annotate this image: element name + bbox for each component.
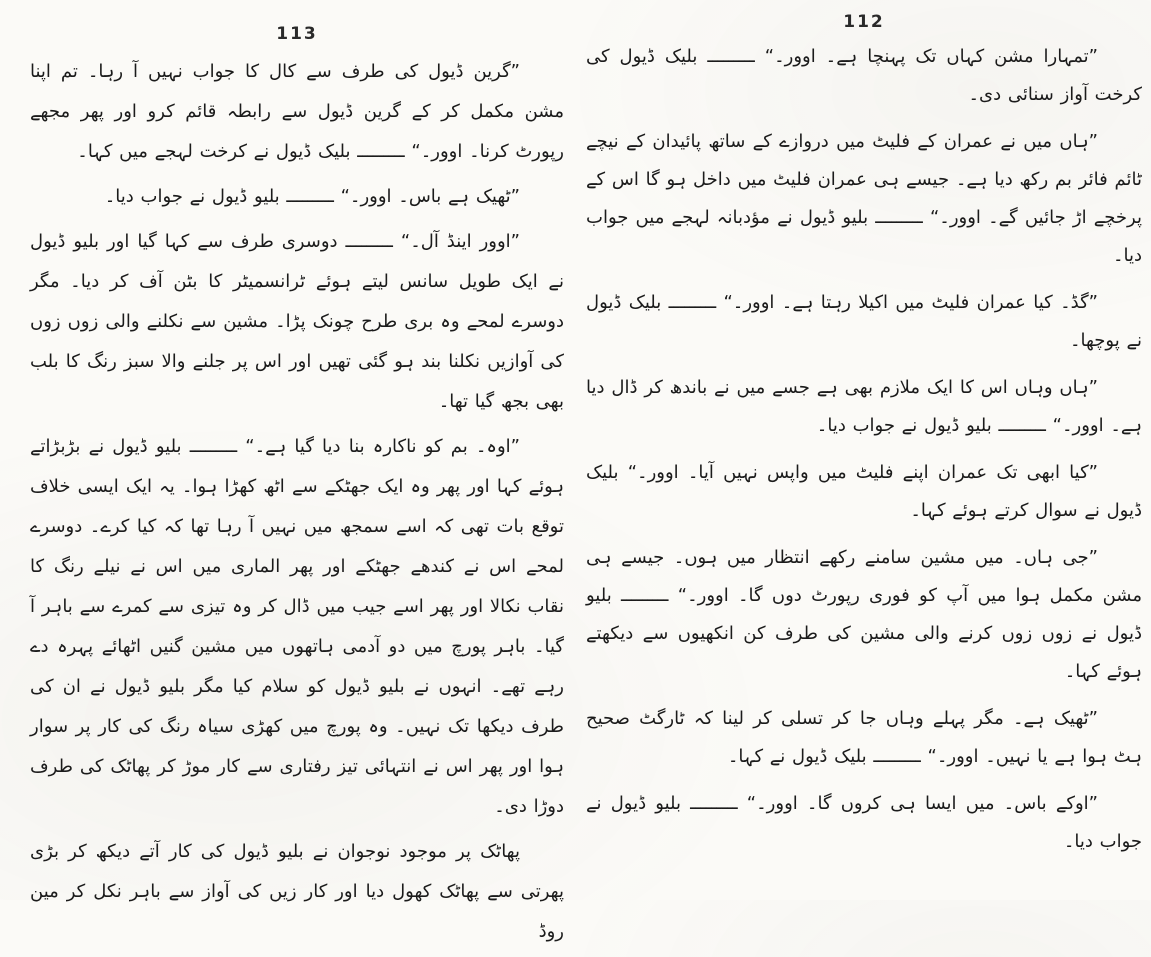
paragraph-112-5: ”کیا ابھی تک عمران اپنے فلیٹ میں واپس نہیں آیا۔ اوور۔“ بلیک ڈیول نے سوال کرتے ہوئے کہا۔ <box>586 462 1142 521</box>
paragraph-113-1: ”گرین ڈیول کی طرف سے کال کا جواب نہیں آ رہا۔ تم اپنا مشن مکمل کر کے گرین ڈیول سے رابطہ قائم کرو اور پھر مجھے رپورٹ کرنا۔ اوور۔“ ـــــــــ بلیک ڈیول نے کرخت لہجے میں کہا۔ <box>30 61 564 162</box>
paragraph-112-2: ”ہاں میں نے عمران کے فلیٹ میں دروازے کے ساتھ پائیدان کے نیچے ٹائم فائر بم رکھ دیا ہے۔ جیسے ہی عمران فلیٹ میں داخل ہو گا اس کے پرخچے اڑ جائیں گے۔ اوور۔“ ـــــــــ بلیو ڈیول نے مؤدبانہ لہجے میں جواب دیا۔ <box>586 131 1142 266</box>
paragraph-112-3: ”گڈ۔ کیا عمران فلیٹ میں اکیلا رہتا ہے۔ اوور۔“ ـــــــــ بلیک ڈیول نے پوچھا۔ <box>586 292 1142 351</box>
paragraph-112-8: ”اوکے باس۔ میں ایسا ہی کروں گا۔ اوور۔“ ـــــــــ بلیو ڈیول نے جواب دیا۔ <box>586 793 1142 852</box>
page-number-113: 113 <box>276 24 318 44</box>
page-112 <box>586 0 1142 870</box>
paragraph-112-7: ”ٹھیک ہے۔ مگر پہلے وہاں جا کر تسلی کر لینا کہ ٹارگٹ صحیح ہٹ ہوا ہے یا نہیں۔ اوور۔“ ـــــــــ بلیک ڈیول نے کہا۔ <box>586 708 1142 767</box>
paragraph-113-3: ”اوور اینڈ آل۔“ ـــــــــ دوسری طرف سے کہا گیا اور بلیو ڈیول نے ایک طویل سانس لیتے ہوئے ٹرانسمیٹر کا بٹن آف کر دیا۔ مگر دوسرے لمحے وہ بری طرح چونک پڑا۔ مشین سے نکلنے والی زوں زوں کی آوازیں نکلنا بند ہو گئی تھیں اور اس پر جلنے والا سبز رنگ کا بلب بھی بجھ گیا تھا۔ <box>30 231 564 412</box>
paragraph-113-4: ”اوہ۔ بم کو ناکارہ بنا دیا گیا ہے۔“ ـــــــــ بلیو ڈیول نے بڑبڑاتے ہوئے کہا اور پھر وہ ایک جھٹکے سے اٹھ کھڑا ہوا۔ یہ ایک ایسی خلاف توقع بات تھی کہ اسے سمجھ میں نہیں آ رہا تھا کہ کیا کرے۔ دوسرے لمحے اس نے کندھے جھٹکے اور پھر الماری میں اس نے نیلے رنگ کا نقاب نکالا اور پھر اسے جیب میں ڈال کر وہ تیزی سے کمرے سے باہر آ گیا۔ باہر پورچ میں دو آدمی ہاتھوں میں مشین گنیں اٹھائے پہرہ دے رہے تھے۔ انہوں نے بلیو ڈیول کو سلام کیا مگر بلیو ڈیول نے ان کی طرف دیکھا تک نہیں۔ وہ پورچ میں کھڑی سیاہ رنگ کی کار پر سوار ہوا اور پھر اس نے انتہائی تیز رفتاری سے کار موڑ کر پھاٹک کی طرف دوڑا دی۔ <box>30 436 564 817</box>
paragraph-113-5: پھاٹک پر موجود نوجوان نے بلیو ڈیول کی کار آتے دیکھ کر بڑی پھرتی سے پھاٹک کھول دیا اور کار زیں کی آواز سے باہر نکل کر مین روڈ <box>30 841 564 942</box>
paragraph-112-6: ”جی ہاں۔ میں مشین سامنے رکھے انتظار میں ہوں۔ جیسے ہی مشن مکمل ہوا میں آپ کو فوری رپورٹ دوں گا۔ اوور۔“ ـــــــــ بلیو ڈیول نے زوں زوں کرنے والی مشین کی طرف کن انکھیوں سے دیکھتے ہوئے کہا۔ <box>586 547 1142 682</box>
page-113 <box>30 0 564 957</box>
page-112-text-block <box>586 38 1142 861</box>
page-113-text-block <box>30 52 564 952</box>
paragraph-112-1: ”تمہارا مشن کہاں تک پہنچا ہے۔ اوور۔“ ـــــــــ بلیک ڈیول کی کرخت آواز سنائی دی۔ <box>586 46 1142 105</box>
page-number-112: 112 <box>843 12 885 32</box>
paragraph-112-4: ”ہاں وہاں اس کا ایک ملازم بھی ہے جسے میں نے باندھ کر ڈال دیا ہے۔ اوور۔“ ـــــــــ بلیو ڈیول نے جواب دیا۔ <box>586 377 1142 436</box>
paragraph-113-2: ”ٹھیک ہے باس۔ اوور۔“ ـــــــــ بلیو ڈیول نے جواب دیا۔ <box>104 186 520 207</box>
